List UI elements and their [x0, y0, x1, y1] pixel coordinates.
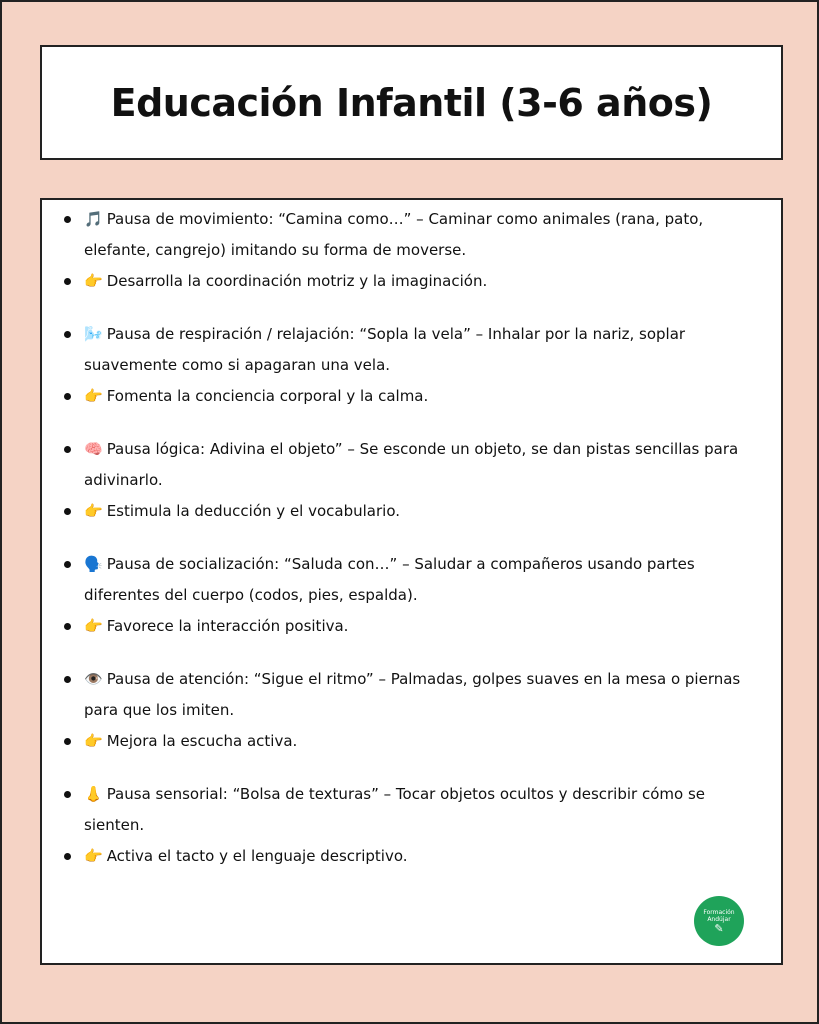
- list-item-text: Pausa de atención: “Sigue el ritmo” – Palmadas, golpes suaves en la mesa o piernas para que los imiten.: [84, 670, 741, 719]
- list-item-text: Pausa sensorial: “Bolsa de texturas” – Tocar objetos ocultos y describir cómo se sienten.: [84, 785, 706, 834]
- list-item-text: Mejora la escucha activa.: [106, 732, 298, 750]
- logo-line-1: Formación: [703, 908, 735, 916]
- list-item-text: Desarrolla la coordinación motriz y la imaginación.: [106, 272, 488, 290]
- nose-icon: 👃: [84, 785, 103, 803]
- list-item-text: Estimula la deducción y el vocabulario.: [106, 502, 401, 520]
- section-movement: [84, 204, 751, 297]
- list-item: [84, 496, 751, 527]
- wind-face-icon: 🌬️: [84, 325, 103, 343]
- music-note-icon: 🎵: [84, 210, 103, 228]
- list-item: [84, 726, 751, 757]
- list-item: [84, 611, 751, 642]
- section-socialization: [84, 549, 751, 642]
- list-item-text: Pausa lógica: Adivina el objeto” – Se esconde un objeto, se dan pistas sencillas para adivinarlo.: [84, 440, 739, 489]
- section-logic: [84, 434, 751, 527]
- title-box: [40, 45, 783, 160]
- list-item: [84, 434, 751, 496]
- list-item-text: Pausa de respiración / relajación: “Sopla la vela” – Inhalar por la nariz, soplar suavemente como si apagaran una vela.: [84, 325, 686, 374]
- eye-icon: 👁️: [84, 670, 103, 688]
- section-breathing: [84, 319, 751, 412]
- list-item: [84, 204, 751, 266]
- brain-icon: 🧠: [84, 440, 103, 458]
- list-item: [84, 841, 751, 872]
- list-item: [84, 381, 751, 412]
- list-item: [84, 549, 751, 611]
- page-title: Educación Infantil (3-6 años): [110, 80, 713, 125]
- list-item-text: Activa el tacto y el lenguaje descriptivo.: [106, 847, 408, 865]
- list-item-text: Favorece la interacción positiva.: [106, 617, 349, 635]
- list-item-text: Pausa de socialización: “Saluda con…” – Saludar a compañeros usando partes diferentes del cuerpo (codos, pies, espalda).: [84, 555, 695, 604]
- section-sensory: [84, 779, 751, 872]
- pointing-hand-icon: 👉: [84, 617, 103, 635]
- pointing-hand-icon: 👉: [84, 272, 103, 290]
- content-box: [40, 198, 783, 965]
- pointing-hand-icon: 👉: [84, 502, 103, 520]
- list-item-text: Fomenta la conciencia corporal y la calma.: [106, 387, 429, 405]
- list-item: [84, 319, 751, 381]
- pointing-hand-icon: 👉: [84, 732, 103, 750]
- brand-logo: [694, 896, 744, 946]
- logo-line-2: Andújar: [707, 915, 731, 923]
- speaking-head-icon: 🗣️: [84, 555, 103, 573]
- section-attention: [84, 664, 751, 757]
- list-item: [84, 779, 751, 841]
- pointing-hand-icon: 👉: [84, 847, 103, 865]
- pointing-hand-icon: 👉: [84, 387, 103, 405]
- list-item: [84, 664, 751, 726]
- list-item: [84, 266, 751, 297]
- pencil-icon: ✎: [714, 921, 724, 935]
- list-item-text: Pausa de movimiento: “Camina como…” – Caminar como animales (rana, pato, elefante, cangrejo) imitando su forma de moverse.: [84, 210, 704, 259]
